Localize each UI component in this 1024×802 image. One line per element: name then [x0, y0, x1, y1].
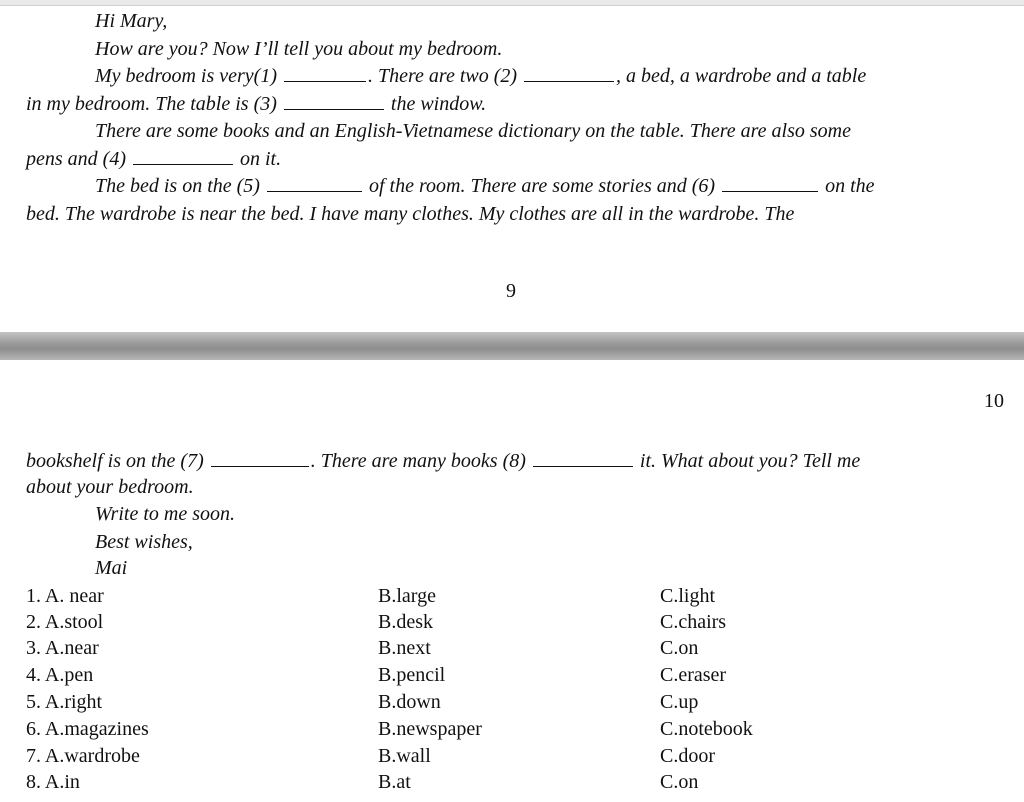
- letter-line: How are you? Now I’ll tell you about my bedroom.: [95, 38, 503, 60]
- letter-text: The bed is on the (5): [95, 175, 260, 197]
- letter-line: [26, 92, 486, 116]
- letter-text: . There are two (2): [367, 65, 518, 87]
- option-b: B.wall: [378, 745, 431, 767]
- letter-text: on it.: [239, 148, 282, 170]
- letter-line: [95, 64, 866, 88]
- letter-text: . There are many books (8): [310, 450, 526, 472]
- letter-closing: Write to me soon.: [95, 503, 235, 525]
- option-c: C.up: [660, 691, 699, 713]
- letter-text: it. What about you? Tell me: [639, 450, 861, 472]
- option-b: B.newspaper: [378, 718, 482, 740]
- option-c: C.eraser: [660, 664, 727, 686]
- option-c: C.chairs: [660, 611, 727, 633]
- page-number: 9: [506, 280, 516, 302]
- option-c: C.on: [660, 637, 699, 659]
- letter-line: [26, 449, 860, 473]
- letter-greeting: Hi Mary,: [95, 10, 168, 32]
- option-a: 1. A. near: [26, 585, 104, 607]
- letter-line: bed. The wardrobe is near the bed. I have many clothes. My clothes are all in the wardrobe. The: [26, 203, 795, 225]
- blank-8: [533, 449, 633, 467]
- option-b: B.large: [378, 585, 436, 607]
- option-b: B.at: [378, 771, 411, 793]
- option-a: 6. A.magazines: [26, 718, 149, 740]
- letter-text: , a bed, a wardrobe and a table: [616, 65, 867, 87]
- option-c: C.notebook: [660, 718, 753, 740]
- option-a: 5. A.right: [26, 691, 103, 713]
- blank-1: [284, 64, 366, 82]
- blank-7: [211, 449, 309, 467]
- option-a: 2. A.stool: [26, 611, 104, 633]
- letter-line: about your bedroom.: [26, 476, 194, 498]
- letter-text: the window.: [390, 93, 487, 115]
- letter-text: bookshelf is on the (7): [26, 450, 204, 472]
- option-b: B.down: [378, 691, 441, 713]
- option-c: C.door: [660, 745, 715, 767]
- option-a: 4. A.pen: [26, 664, 94, 686]
- blank-2: [524, 64, 614, 82]
- page-separator: [0, 332, 1024, 360]
- letter-closing: Best wishes,: [95, 531, 193, 553]
- option-b: B.next: [378, 637, 431, 659]
- option-a: 8. A.in: [26, 771, 80, 793]
- option-b: B.pencil: [378, 664, 446, 686]
- option-c: C.light: [660, 585, 716, 607]
- option-c: C.on: [660, 771, 699, 793]
- letter-signature: Mai: [95, 557, 128, 579]
- letter-line: [95, 174, 875, 198]
- blank-5: [267, 174, 362, 192]
- option-b: B.desk: [378, 611, 433, 633]
- blank-6: [722, 174, 818, 192]
- document-page-9: [0, 6, 1024, 332]
- page-number: 10: [984, 390, 1004, 412]
- blank-4: [133, 147, 233, 165]
- letter-text: pens and (4): [26, 148, 126, 170]
- letter-text: of the room. There are some stories and (6): [368, 175, 716, 197]
- letter-line: [26, 147, 281, 171]
- document-page-10: [0, 360, 1024, 802]
- letter-text: on the: [825, 175, 875, 197]
- letter-text: in my bedroom. The table is (3): [26, 93, 277, 115]
- option-a: 3. A.near: [26, 637, 99, 659]
- blank-3: [284, 92, 384, 110]
- letter-line: There are some books and an English-Vietnamese dictionary on the table. There are also some: [95, 120, 851, 142]
- letter-text: My bedroom is very(1): [95, 65, 277, 87]
- option-a: 7. A.wardrobe: [26, 745, 140, 767]
